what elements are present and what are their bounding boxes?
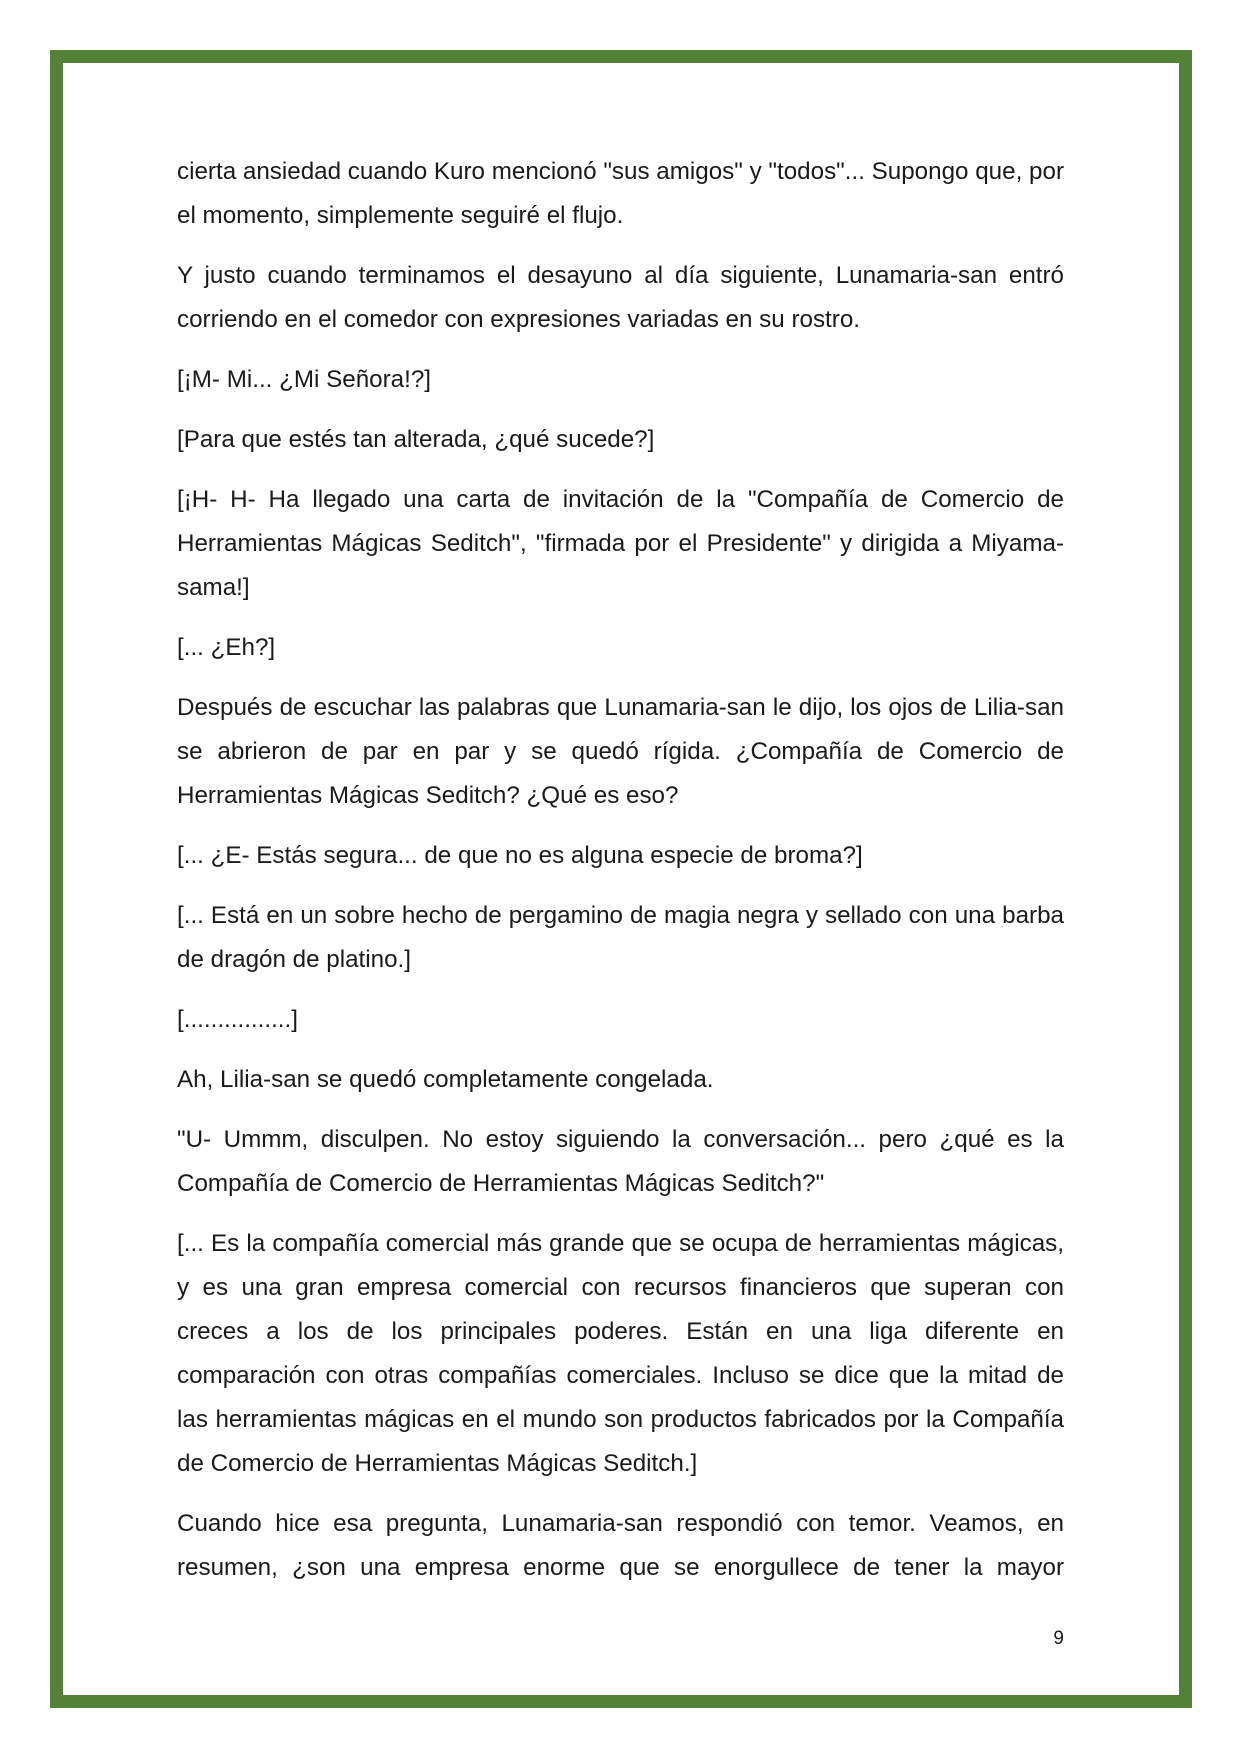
paragraph-7: Después de escuchar las palabras que Lunamaria-san le dijo, los ojos de Lilia-san se abrieron de par en par y se quedó rígida. ¿Compañía de Comercio de Herramientas Mágicas Seditch? ¿Qué es eso?: [177, 694, 1064, 809]
paragraph-3: [¡M- Mi... ¿Mi Señora!?]: [177, 366, 432, 393]
paragraph-8: [... ¿E- Estás segura... de que no es alguna especie de broma?]: [177, 842, 863, 869]
paragraph-2: Y justo cuando terminamos el desayuno al día siguiente, Lunamaria-san entró corriendo en el comedor con expresiones variadas en su rostro.: [177, 262, 1064, 333]
paragraph-4: [Para que estés tan alterada, ¿qué sucede?]: [177, 426, 655, 453]
paragraph-10: [................]: [177, 1006, 298, 1033]
paragraph-9: [... Está en un sobre hecho de pergamino de magia negra y sellado con una barba de dragón de platino.]: [177, 902, 1064, 973]
paragraph-12: "U- Ummm, disculpen. No estoy siguiendo la conversación... pero ¿qué es la Compañía de Comercio de Herramientas Mágicas Seditch?": [177, 1126, 1064, 1197]
paragraph-5: [¡H- H- Ha llegado una carta de invitación de la "Compañía de Comercio de Herramientas Mágicas Seditch", "firmada por el Presidente" y dirigida a Miyama-sama!]: [177, 486, 1064, 601]
paragraph-13: [... Es la compañía comercial más grande que se ocupa de herramientas mágicas, y es una gran empresa comercial con recursos financieros que superan con creces a los de los principales poderes. Están en una liga diferente en comparación con otras compañías comerciales. Incluso se dice que la mitad de las herramientas mágicas en el mundo son productos fabricados por la Compañía de Comercio de Herramientas Mágicas Seditch.]: [177, 1230, 1064, 1477]
page-body: [177, 150, 1064, 1606]
page-number: 9: [1053, 1628, 1064, 1649]
paragraph-1: cierta ansiedad cuando Kuro mencionó "sus amigos" y "todos"... Supongo que, por el momento, simplemente seguiré el flujo.: [177, 158, 1064, 229]
paragraph-11: Ah, Lilia-san se quedó completamente congelada.: [177, 1066, 714, 1093]
paragraph-14: Cuando hice esa pregunta, Lunamaria-san respondió con temor. Veamos, en resumen, ¿son una empresa enorme que se enorgullece de tener la mayor: [177, 1510, 1064, 1581]
paragraph-6: [... ¿Eh?]: [177, 634, 276, 661]
